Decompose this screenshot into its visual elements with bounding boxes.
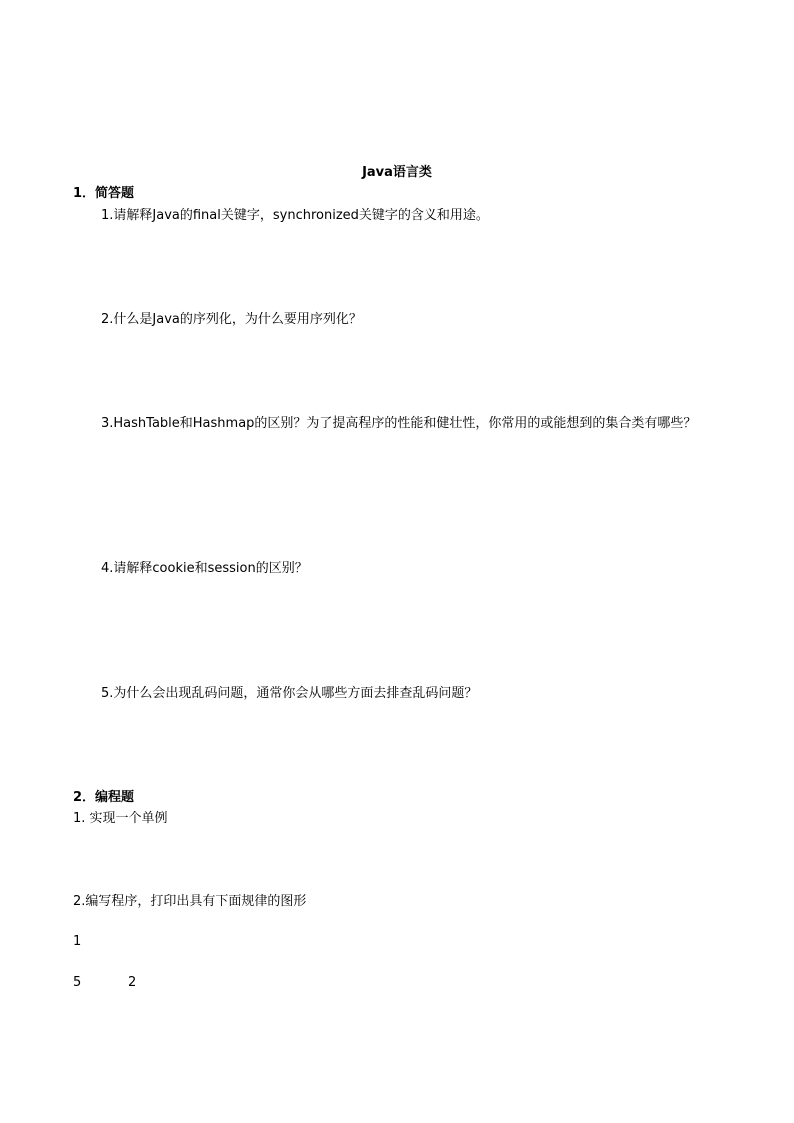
question-4: 4.请解释cookie和session的区别？ (101, 561, 308, 576)
section-heading-short-answer: 1．简答题 (73, 186, 135, 201)
programming-question-1: 1. 实现一个单例 (73, 811, 168, 826)
pattern-row-2-cell-2: 2 (128, 975, 137, 990)
question-5: 5.为什么会出现乱码问题，通常你会从哪些方面去排查乱码问题？ (101, 686, 478, 701)
question-2: 2.什么是Java的序列化，为什么要用序列化？ (101, 312, 362, 327)
pattern-row-1-cell-1: 1 (73, 934, 82, 949)
programming-question-2: 2.编写程序，打印出具有下面规律的图形 (73, 894, 307, 909)
question-3: 3.HashTable和Hashmap的区别？为了提高程序的性能和健壮性，你常用的或能想到的集合类有哪些？ (101, 416, 697, 431)
section-heading-programming: 2．编程题 (73, 790, 135, 805)
pattern-row-2-cell-1: 5 (73, 975, 82, 990)
question-1: 1.请解释Java的final关键字，synchronized关键字的含义和用途。 (101, 208, 489, 223)
document-title: Java语言类 (362, 165, 432, 180)
